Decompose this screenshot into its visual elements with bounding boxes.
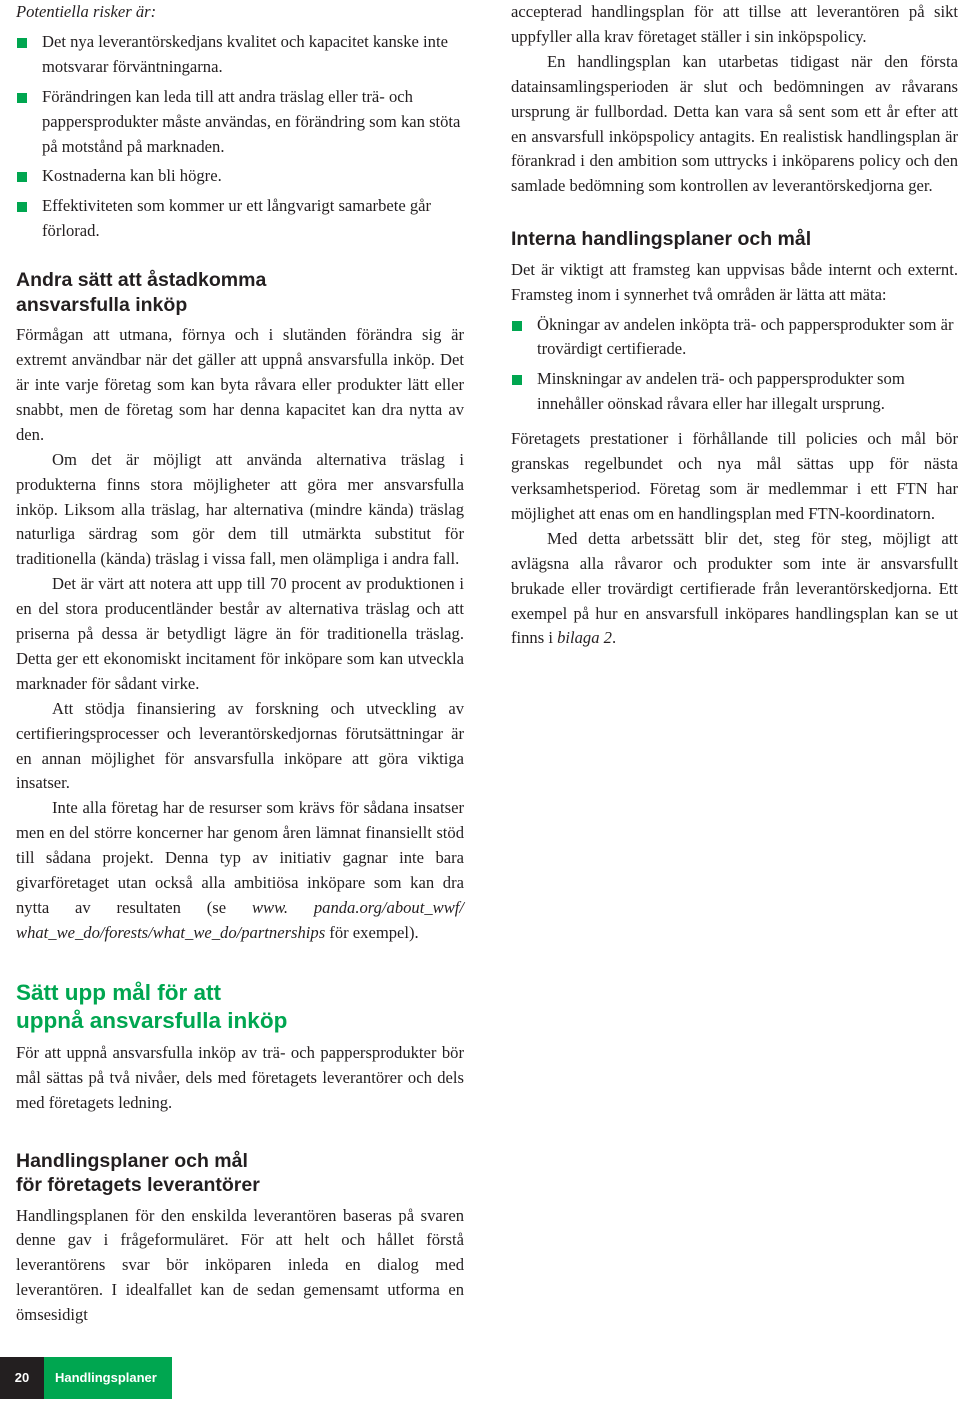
paragraph: Handlingsplanen för den enskilda leverantören baseras på svaren denne gav i frågeformuläret. För att helt och hållet förstå leverantörens svar bör inköparen inleda en dialog med leverantören. I idealfallet kan de sedan gemensamt utforma en ömsesidigt — [16, 1205, 464, 1325]
list-item-text: Ökningar av andelen inköpta trä- och pappersprodukter som är trovärdigt certifierade. — [537, 314, 954, 359]
section-label: Handlingsplaner — [44, 1357, 172, 1399]
paragraph: För att uppnå ansvarsfulla inköp av trä- och pappersprodukter bör mål sättas på två nivåer, dels med företagets leverantörer och dels med företagets ledning. — [16, 1042, 464, 1112]
page-number: 20 — [0, 1357, 44, 1399]
paragraph: Om det är möjligt att använda alternativa träslag i produkterna finns stora möjligheter att göra mer ansvarsfulla inköp. Liksom alla träslag, har alternativa (mindre kända) träslag naturliga särdrag som gör dem till utmärkta substitut för traditionella (kända) träslag i vissa fall, men olämpliga i andra fall. — [16, 449, 464, 569]
square-bullet-icon — [512, 375, 522, 385]
list-item-text: Minskningar av andelen trä- och pappersprodukter som innehåller oönskad råvara eller har illegalt ursprung. — [537, 369, 905, 414]
page-footer — [0, 1357, 172, 1399]
list-item — [16, 164, 464, 189]
risks-intro: Potentiella risker är: — [16, 2, 157, 21]
list-item — [511, 367, 958, 417]
square-bullet-icon — [512, 321, 522, 331]
list-item-text: Effektiviteten som kommer ur ett långvarigt samarbete går förlorad. — [42, 196, 432, 241]
section-heading: Handlingsplaner och mål för företagets leverantörer — [16, 1149, 260, 1197]
left-column — [16, 0, 464, 1328]
square-bullet-icon — [17, 172, 27, 182]
right-column — [511, 0, 958, 651]
list-item-text: Förändringen kan leda till att andra träslag eller trä- och pappersprodukter måste användas, en förändring som kan stöta på motstånd på marknaden. — [42, 86, 461, 156]
square-bullet-icon — [17, 93, 27, 103]
list-item — [16, 85, 464, 160]
section-heading: Interna handlingsplaner och mål — [511, 228, 812, 251]
reference-link[interactable]: www. panda.org/about_wwf/ what_we_do/forests/what_we_do/partnerships — [16, 898, 464, 942]
list-item-text: Kostnaderna kan bli högre. — [42, 166, 222, 186]
paragraph: En handlingsplan kan utarbetas tidigast när den första datainsamlingsperioden är slut och bedömningen av råvarans ursprung är fullbordad. Detta kan vara så sent som ett år efter att en ansvarsfull inköpspolicy antagits. En realistisk handlingsplan är förankrad i den ambition som uttrycks i inköparens policy och den samlade bedömning som kontrollen av leverantörskedjorna ger. — [511, 51, 958, 196]
paragraph: Företagets prestationer i förhållande till policies och mål bör granskas regelbundet och nya mål sättas upp för nästa verksamhetsperiod. Företag som är medlemmar i ett FTN har möjlighet att enas om en handlingsplan med FTN-koordinatorn. — [511, 429, 958, 523]
section-heading: Sätt upp mål för att uppnå ansvarsfulla inköp — [16, 979, 288, 1033]
measure-list — [511, 313, 958, 418]
list-item-text: Det nya leverantörskedjans kvalitet och kapacitet kanske inte motsvarar förväntningarna. — [42, 31, 448, 76]
paragraph: Med detta arbetssätt blir det, steg för steg, möjligt att avlägsna alla råvaror och produkter som inte är ansvarsfullt brukade eller trovärdigt certifierade från leverantörskedjorna. Ett exempel på hur en ansvarsfull inköpares handlingsplan kan se ut finns i bilaga 2. — [511, 528, 958, 648]
paragraph: Förmågan att utmana, förnya och i slutänden förändra sig är extremt användbar när det gäller att uppnå ansvarsfulla inköp. Det är inte varje företag som kan byta råvara eller produkter lätt eller snabbt, men de företag som har denna kapacitet kan dra nytta av den. — [16, 325, 464, 444]
paragraph: accepterad handlingsplan för att tillse att leverantören på sikt uppfyller alla krav företaget ställer i sin inköpspolicy. — [511, 2, 958, 46]
list-item — [16, 30, 464, 80]
paragraph: Det är viktigt att framsteg kan uppvisas både internt och externt. Framsteg inom i synnerhet två områden är lätta att mäta: — [511, 259, 958, 304]
list-item — [511, 313, 958, 363]
appendix-reference[interactable]: bilaga 2 — [557, 628, 612, 648]
risk-list — [16, 30, 464, 244]
section-heading: Andra sätt att åstadkomma ansvarsfulla inköp — [16, 269, 267, 316]
paragraph: Att stödja finansiering av forskning och utveckling av certifieringsprocesser och leverantörskedjornas förutsättningar är en annan möjlighet för ansvarsfulla inköpare att göra viktiga insatser. — [16, 698, 464, 793]
square-bullet-icon — [17, 202, 27, 212]
list-item — [16, 194, 464, 244]
paragraph: Inte alla företag har de resurser som krävs för sådana insatser men en del större koncerner har genom åren lämnat finansiellt stöd till sådana projekt. Denna typ av initiativ gagnar inte bara givarföretaget utan också alla ambitiösa inköpare som kan dra nytta av resultaten (se www. panda.org/about_wwf/ what_we_do/forests/what_we_do/partnerships för exempel). — [16, 798, 464, 942]
paragraph: Det är värt att notera att upp till 70 procent av produktionen i en del stora producentländer består av alternativa träslag och att priserna på dessa är betydligt lägre än för traditionella träslag. Detta ger ett ekonomiskt incitament för inköpare som kan utveckla marknader för sådant virke. — [16, 574, 464, 693]
square-bullet-icon — [17, 38, 27, 48]
